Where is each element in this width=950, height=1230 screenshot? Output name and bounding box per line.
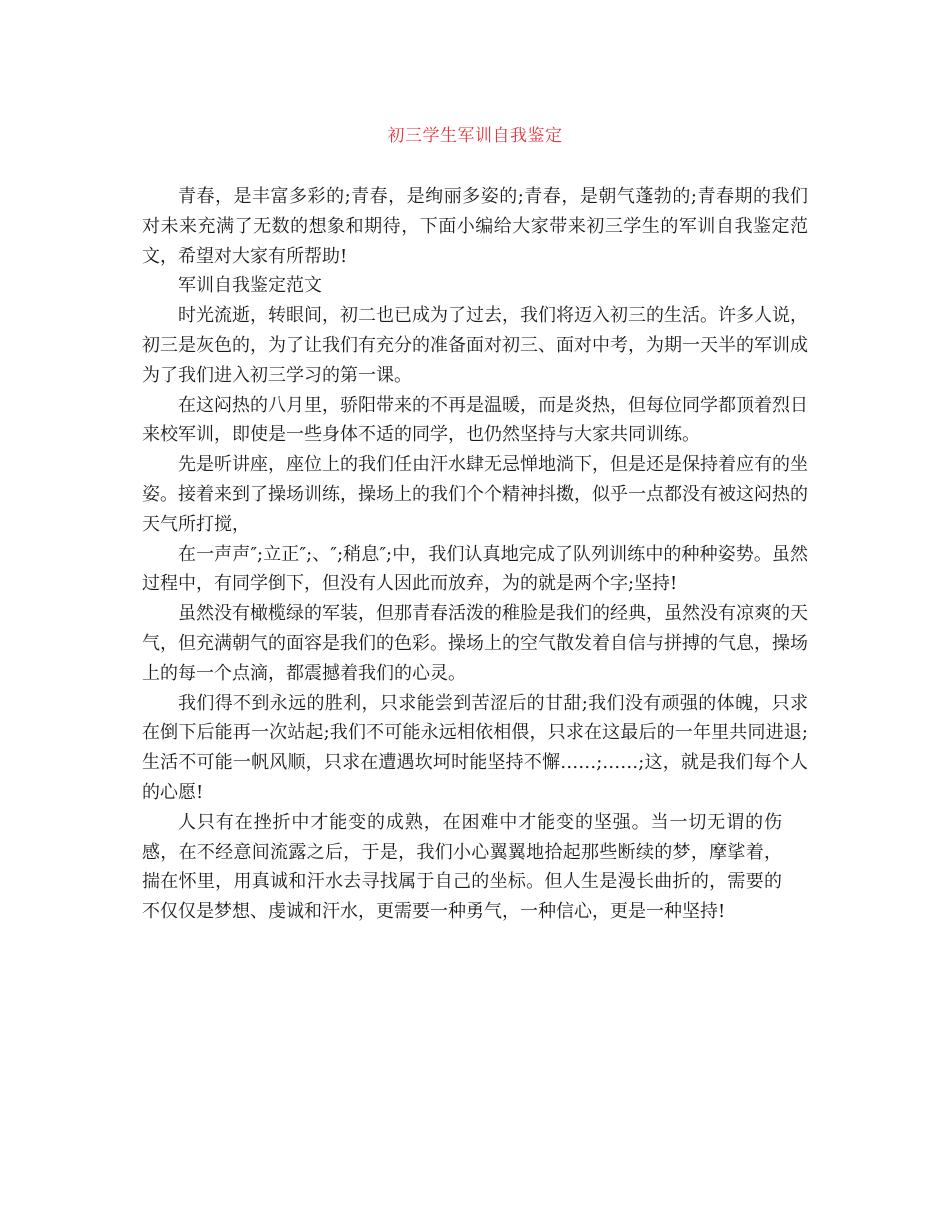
body-paragraph-4: 在一声声″;立正″;、″;稍息″;中，我们认真地完成了队列训练中的种种姿势。虽然过程中，有同学倒下，但没有人因此而放弃，为的就是两个字;坚持!	[142, 543, 808, 595]
body-paragraph-2: 在这闷热的八月里，骄阳带来的不再是温暖，而是炎热，但每位同学都顶着烈日来校军训，即使是一些身体不适的同学，也仍然坚持与大家共同训练。	[142, 394, 808, 446]
document-title: 初三学生军训自我鉴定	[387, 126, 563, 146]
section-heading: 军训自我鉴定范文	[178, 275, 322, 297]
document-body	[142, 182, 808, 927]
body-paragraph-1: 时光流逝，转眼间，初二也已成为了过去，我们将迈入初三的生活。许多人说，初三是灰色的，为了让我们有充分的准备面对初三、面对中考，为期一天半的军训成为了我们进入初三学习的第一课。	[142, 305, 808, 386]
body-paragraph-7: 人只有在挫折中才能变的成熟，在困难中才能变的坚强。当一切无谓的伤感，在不经意间流露之后，于是，我们小心翼翼地拾起那些断续的梦，摩挲着，揣在怀里，用真诚和汗水去寻找属于自己的坐标。但人生是漫长曲折的，需要的不仅仅是梦想、虔诚和汗水，更需要一种勇气，一种信心，更是一种坚持!	[142, 811, 782, 923]
body-paragraph-3: 先是听讲座，座位上的我们任由汗水肆无忌惮地淌下，但是还是保持着应有的坐姿。接着来到了操场训练，操场上的我们个个精神抖擞，似乎一点都没有被这闷热的天气所打搅，	[142, 454, 808, 535]
intro-paragraph: 青春，是丰富多彩的;青春，是绚丽多姿的;青春，是朝气蓬勃的;青春期的我们对未来充满了无数的想象和期待，下面小编给大家带来初三学生的军训自我鉴定范文，希望对大家有所帮助!	[142, 186, 808, 267]
body-paragraph-5: 虽然没有橄榄绿的军装，但那青春活泼的稚脸是我们的经典，虽然没有凉爽的天气，但充满朝气的面容是我们的色彩。操场上的空气散发着自信与拼搏的气息，操场上的每一个点滴，都震撼着我们的心灵。	[142, 603, 808, 684]
body-paragraph-6: 我们得不到永远的胜利，只求能尝到苦涩后的甘甜;我们没有顽强的体魄，只求在倒下后能再一次站起;我们不可能永远相依相偎，只求在这最后的一年里共同进退;生活不可能一帆风顺，只求在遭遇坎坷时能坚持不懈……;……;这，就是我们每个人的心愿!	[142, 692, 808, 803]
